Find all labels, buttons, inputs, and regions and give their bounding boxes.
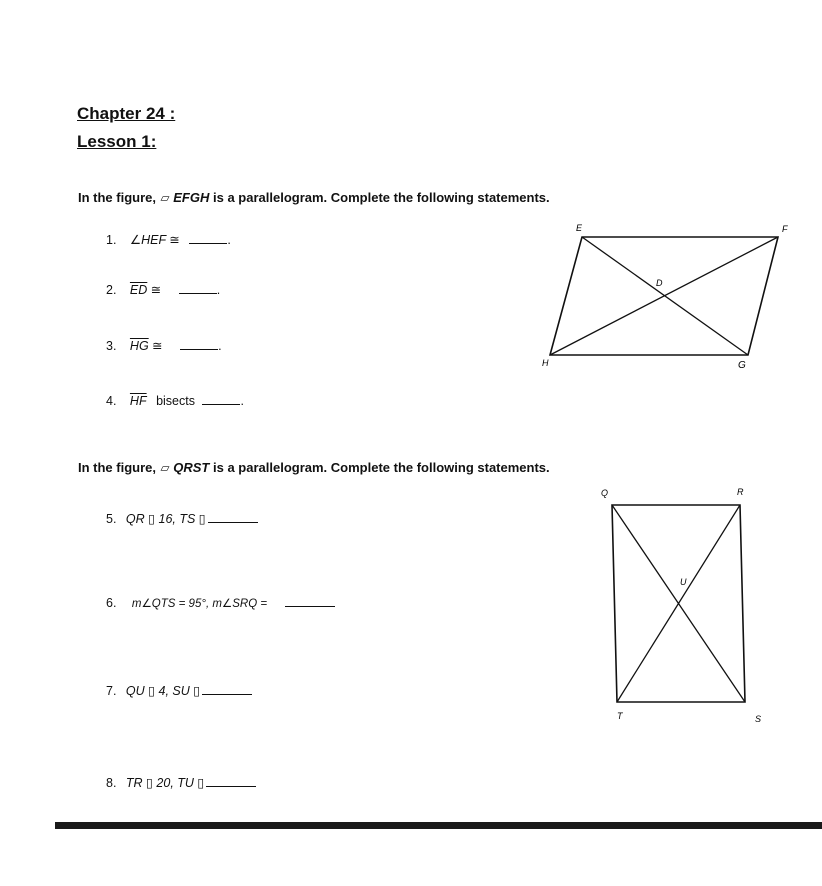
question-3-number: 3.: [106, 339, 117, 353]
question-4-answer-blank[interactable]: [202, 394, 240, 405]
question-1-number: 1.: [106, 233, 117, 247]
parallelogram-symbol-icon: ▱: [160, 460, 170, 475]
question-5: [106, 511, 258, 526]
question-5-expression: QR ▯ 16, TS ▯: [125, 512, 206, 526]
section1-intro: [78, 190, 550, 206]
question-4: [106, 394, 244, 408]
question-1: [106, 232, 231, 247]
diagonal-rt: [617, 505, 740, 702]
section1-figure-name: EFGH: [173, 190, 210, 205]
question-3-relation: ≅: [152, 339, 163, 353]
label-q: Q: [601, 488, 609, 498]
question-6-answer-blank[interactable]: [285, 596, 335, 607]
question-6-expression: m∠QTS = 95°, m∠SRQ =: [131, 598, 268, 610]
question-2-end: .: [216, 283, 221, 297]
label-g: G: [738, 360, 746, 371]
label-f: F: [782, 224, 788, 234]
question-1-end: .: [227, 233, 231, 247]
footer-divider: [55, 822, 822, 829]
question-4-text: bisects: [156, 394, 195, 408]
section2-intro: [78, 460, 550, 476]
diagonal-fh: [550, 237, 778, 355]
label-e: E: [576, 223, 583, 233]
label-s: S: [755, 714, 762, 724]
question-3-end: .: [218, 339, 222, 353]
question-2-number: 2.: [106, 283, 117, 297]
question-2-relation: ≅: [150, 283, 162, 297]
question-8-number: 8.: [106, 776, 117, 790]
label-h: H: [542, 358, 549, 368]
question-8: [106, 775, 256, 790]
section1-intro-suffix: is a parallelogram. Complete the following statements.: [213, 190, 550, 205]
parallelogram-symbol-icon: ▱: [160, 190, 170, 205]
label-u: U: [680, 577, 687, 587]
parallelogram-qrst-figure: [595, 482, 765, 742]
question-3: [106, 338, 222, 353]
question-2-answer-blank[interactable]: [179, 283, 217, 294]
label-r: R: [737, 487, 744, 497]
section2-figure-name: QRST: [173, 460, 210, 475]
question-5-number: 5.: [106, 512, 117, 526]
question-4-end: .: [240, 394, 244, 408]
section2-intro-suffix: is a parallelogram. Complete the following statements.: [213, 460, 550, 475]
question-1-answer-blank[interactable]: [189, 233, 227, 244]
question-1-expression: ∠HEF ≅: [129, 233, 180, 247]
question-8-answer-blank[interactable]: [206, 776, 256, 787]
question-7-answer-blank[interactable]: [202, 684, 252, 695]
section2-intro-prefix: In the figure,: [78, 460, 156, 475]
question-3-answer-blank[interactable]: [180, 339, 218, 350]
question-2: [106, 282, 220, 297]
question-3-segment: $\overline{HG}$: [129, 339, 149, 353]
lesson-heading: Lesson 1:: [77, 132, 157, 151]
question-8-expression: TR ▯ 20, TU ▯: [125, 776, 205, 790]
question-7: [106, 683, 252, 698]
parallelogram-efgh-figure: [530, 220, 790, 380]
label-d: D: [656, 278, 663, 288]
question-5-answer-blank[interactable]: [208, 512, 258, 523]
question-2-segment: $\overline{ED}$: [129, 283, 148, 297]
question-6-number: 6.: [106, 596, 117, 610]
question-7-expression: QU ▯ 4, SU ▯: [125, 684, 201, 698]
question-4-segment: $\overline{HF}$: [129, 394, 147, 408]
label-t: T: [617, 711, 623, 721]
section1-intro-prefix: In the figure,: [78, 190, 156, 205]
question-4-number: 4.: [106, 394, 117, 408]
question-7-number: 7.: [106, 684, 117, 698]
question-6: [106, 596, 335, 610]
chapter-heading: Chapter 24 :: [77, 104, 176, 123]
